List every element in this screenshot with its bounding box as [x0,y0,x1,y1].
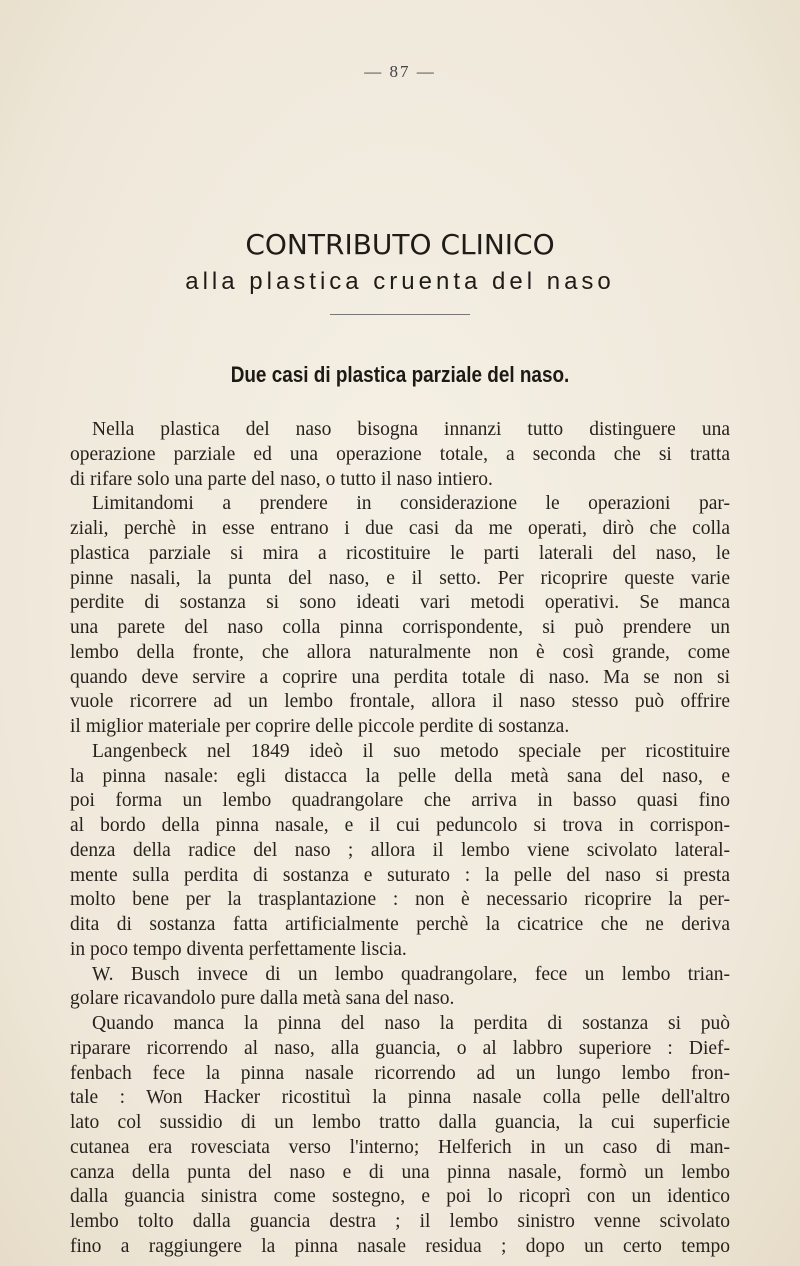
text-line: Langenbeck nel 1849 ideò il suo metodo speciale per ricostituire [92,740,730,762]
text-line: Limitandomi a prendere in considerazione le operazioni par- [92,493,730,515]
text-line: riparare ricorrendo al naso, alla guancia, o al labbro superiore : Dief- [70,1037,730,1059]
title-divider [330,314,470,315]
text-line: poi forma un lembo quadrangolare che arriva in basso quasi fino [70,790,730,812]
text-line: quando deve servire a coprire una perdita totale di naso. Ma se non si [70,666,730,688]
text-line: vuole ricorrere ad un lembo frontale, allora il naso stesso può offrire [70,691,730,713]
text-line: molto bene per la trasplantazione : non è necessario ricoprire la per- [70,889,730,911]
text-line: canza della punta del naso e di una pinna nasale, formò un lembo [70,1161,730,1183]
text-line: cutanea era rovesciata verso l'interno; Helferich in un caso di man- [70,1136,730,1158]
text-line: la pinna nasale: egli distacca la pelle della metà sana del naso, e [70,765,730,787]
text-line: Quando manca la pinna del naso la perdita di sostanza si può [92,1013,730,1034]
page-number: — 87 — [364,62,436,81]
text-line: plastica parziale si mira a ricostituire le parti laterali del naso, le [70,542,730,564]
body-text [70,418,730,1260]
text-line: perdite di sostanza si sono ideati vari metodi operativi. Se manca [70,592,730,614]
page-subtitle: alla plastica cruenta del naso [185,268,615,295]
text-line: operazione parziale ed una operazione totale, a seconda che si tratta [70,443,730,465]
text-line: pinne nasali, la punta del naso, e il setto. Per ricoprire queste varie [70,567,730,589]
text-line: fenbach fece la pinna nasale ricorrendo ad un lungo lembo fron- [70,1062,730,1084]
text-line: ziali, perchè in esse entrano i due casi da me operati, dirò che colla [70,518,730,539]
text-line: di rifare solo una parte del naso, o tutto il naso intiero. [70,468,493,490]
text-line: W. Busch invece di un lembo quadrangolare, fece un lembo trian- [92,963,730,985]
section-heading: Due casi di plastica parziale del naso. [230,362,570,387]
text-line: lembo della fronte, che allora naturalmente non è così grande, come [70,641,730,663]
text-line: una parete del naso colla pinna corrispondente, si può prendere un [70,617,730,638]
text-line: lembo tolto dalla guancia destra ; il lembo sinistro venne scivolato [70,1211,730,1232]
text-line: fino a raggiungere la pinna nasale residua ; dopo un certo tempo [70,1235,730,1257]
text-line: denza della radice del naso ; allora il lembo viene scivolato lateral- [70,839,730,861]
text-line: dalla guancia sinistra come sostegno, e poi lo ricoprì con un identico [70,1186,730,1208]
text-line: lato col sussidio di un lembo tratto dalla guancia, la cui superficie [70,1112,730,1133]
text-line: in poco tempo diventa perfettamente liscia. [70,938,407,960]
text-line: il miglior materiale per coprire delle piccole perdite di sostanza. [70,716,570,737]
text-line: tale : Won Hacker ricostituì la pinna nasale colla pelle dell'altro [70,1087,730,1109]
text-line: golare ricavandolo pure dalla metà sana del naso. [70,988,455,1010]
text-line: al bordo della pinna nasale, e il cui peduncolo si trova in corrispon- [70,815,730,836]
text-line: dita di sostanza fatta artificialmente perchè la cicatrice che ne deriva [70,914,730,935]
page-title: CONTRIBUTO CLINICO [245,228,555,261]
text-line: Nella plastica del naso bisogna innanzi tutto distinguere una [92,419,730,440]
text-line: mente sulla perdita di sostanza e suturato : la pelle del naso si presta [70,864,730,886]
